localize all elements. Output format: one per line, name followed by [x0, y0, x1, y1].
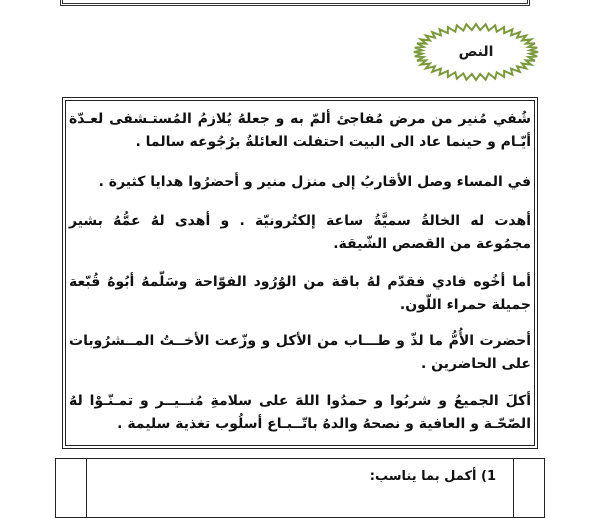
- exercise-divider-right: [513, 459, 514, 517]
- paragraph-4: أما أخُوه فادي فقدّم لهُ باقة من الوُرُود الفوّاحة وسَلّمهُ أبُوهُ قُبّعة جميلة حمراء اللّون.: [69, 274, 531, 313]
- paragraph-2: في المساء وصل الأقاربُ إلى منزل منير و أحضرُوا هدايا كثيرة .: [98, 174, 531, 190]
- exercise-divider-left: [86, 459, 87, 517]
- exercise-box: [55, 458, 545, 518]
- section-title: النص: [458, 44, 494, 60]
- top-frame: [60, 0, 530, 6]
- paragraph-5: أحضرت الأُمُّ ما لذّ و طـــاب من الأكل و وزّعت الأخــتُ المــشرُوبات على الحاضرين .: [69, 333, 531, 372]
- section-badge: [412, 22, 540, 82]
- paragraph-3: أهدت له الخالةُ سميَّةُ ساعة إلكتُرونيّة . و أهدى لهُ عمُّهُ بشير مجمُوعة من القصص الشّيقة.: [69, 213, 531, 252]
- paragraph-6: أكلَ الجميعُ و شربُوا و حمدُوا اللهَ على سلامةِ مُنــيــر و تمـنّـوْا لهُ الصّحّـة و العافية و نصحهُ والدهُ باتّــبـاع أسلُوب تغذية سليمة .: [69, 393, 531, 432]
- exercise-item-1: 1) أكمل بما يناسب:: [369, 469, 496, 484]
- text-box: [62, 97, 538, 449]
- paragraph-1: شُفي مُنير من مرض مُفاجئ ألمّ به و جعلهُ يُلازمُ المُستـشفى لعـدّة أيّـام و حينما عاد الى البيت احتفلت العائلةُ برُجُوعه سالما .: [69, 111, 531, 150]
